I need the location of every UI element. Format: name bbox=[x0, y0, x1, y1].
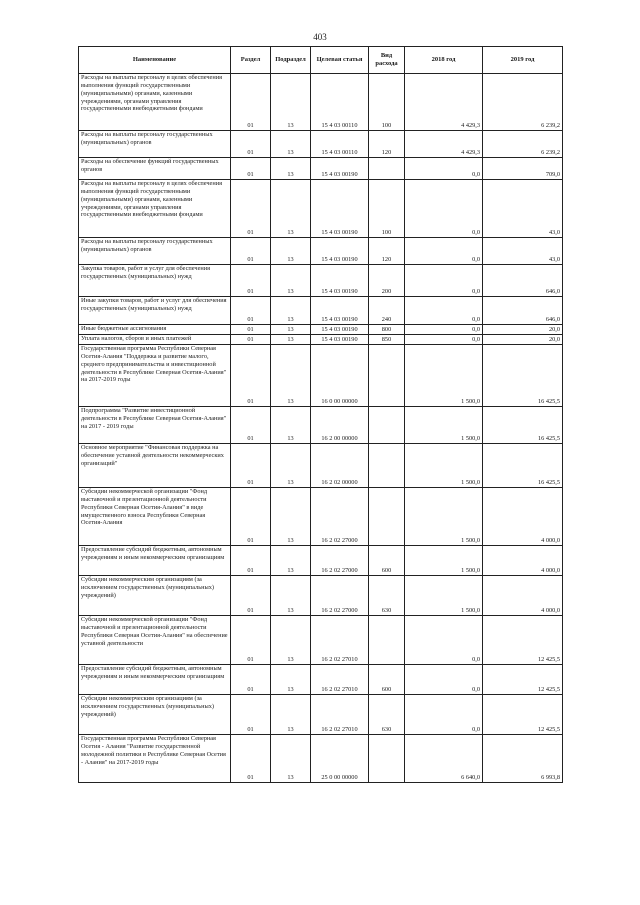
cell-vid: 630 bbox=[369, 576, 405, 616]
header-2019: 2019 год bbox=[483, 47, 563, 74]
cell-vid: 100 bbox=[369, 74, 405, 131]
cell-name: Расходы на выплаты персоналу в целях обеспечения выполнения функций государственными (муниципальными) органами, казенными учреждениями, органами управления государственными внебюджетными фондами bbox=[79, 74, 231, 131]
cell-vid bbox=[369, 345, 405, 407]
cell-name: Предоставление субсидий бюджетным, автономным учреждениям и иным некоммерческим организациям bbox=[79, 546, 231, 576]
table-row bbox=[79, 180, 563, 238]
cell-podrazdel: 13 bbox=[271, 488, 311, 546]
table-row bbox=[79, 444, 563, 488]
cell-2019: 6 993,8 bbox=[483, 735, 563, 783]
cell-name: Расходы на обеспечение функций государственных органов bbox=[79, 158, 231, 180]
cell-podrazdel: 13 bbox=[271, 695, 311, 735]
cell-statya: 16 2 02 27000 bbox=[311, 546, 369, 576]
cell-name: Иные закупки товаров, работ и услуг для обеспечения государственных (муниципальных) нужд bbox=[79, 297, 231, 325]
cell-2018: 4 429,3 bbox=[405, 74, 483, 131]
cell-2019: 4 000,0 bbox=[483, 488, 563, 546]
cell-name: Государственная программа Республики Северная Осетия - Алания "Развитие государственной молодежной политики в Республике Северная Осетия - Алания" на 2017-2019 годы bbox=[79, 735, 231, 783]
cell-podrazdel: 13 bbox=[271, 265, 311, 297]
cell-razdel: 01 bbox=[231, 265, 271, 297]
cell-2019: 709,0 bbox=[483, 158, 563, 180]
cell-vid bbox=[369, 407, 405, 444]
table-row bbox=[79, 488, 563, 546]
cell-vid: 600 bbox=[369, 665, 405, 695]
cell-statya: 15 4 03 00190 bbox=[311, 335, 369, 345]
cell-razdel: 01 bbox=[231, 576, 271, 616]
cell-podrazdel: 13 bbox=[271, 180, 311, 238]
cell-2019: 16 425,5 bbox=[483, 345, 563, 407]
cell-2018: 6 640,0 bbox=[405, 735, 483, 783]
table-row bbox=[79, 735, 563, 783]
header-razdel: Раздел bbox=[231, 47, 271, 74]
cell-podrazdel: 13 bbox=[271, 345, 311, 407]
cell-podrazdel: 13 bbox=[271, 335, 311, 345]
cell-2019: 20,0 bbox=[483, 325, 563, 335]
cell-name: Уплата налогов, сборов и иных платежей bbox=[79, 335, 231, 345]
cell-vid: 630 bbox=[369, 695, 405, 735]
cell-name: Субсидии некоммерческой организации "Фонд выставочной и презентационной деятельности Республики Северная Осетия-Алания" в виде имущественного взноса Республики Северная Осетия-Алания bbox=[79, 488, 231, 546]
cell-podrazdel: 13 bbox=[271, 297, 311, 325]
cell-2019: 20,0 bbox=[483, 335, 563, 345]
cell-vid: 200 bbox=[369, 265, 405, 297]
cell-name: Расходы на выплаты персоналу государственных (муниципальных) органов bbox=[79, 131, 231, 158]
cell-podrazdel: 13 bbox=[271, 131, 311, 158]
table-row bbox=[79, 576, 563, 616]
cell-razdel: 01 bbox=[231, 297, 271, 325]
table-row bbox=[79, 665, 563, 695]
cell-razdel: 01 bbox=[231, 325, 271, 335]
cell-podrazdel: 13 bbox=[271, 665, 311, 695]
header-vid: Вид расхода bbox=[369, 47, 405, 74]
cell-statya: 15 4 03 00110 bbox=[311, 74, 369, 131]
header-name: Наименование bbox=[79, 47, 231, 74]
cell-2019: 16 425,5 bbox=[483, 407, 563, 444]
cell-statya: 16 2 00 00000 bbox=[311, 407, 369, 444]
cell-statya: 15 4 03 00190 bbox=[311, 265, 369, 297]
cell-podrazdel: 13 bbox=[271, 158, 311, 180]
cell-razdel: 01 bbox=[231, 407, 271, 444]
cell-2018: 4 429,3 bbox=[405, 131, 483, 158]
cell-name: Субсидии некоммерческим организациям (за исключением государственных (муниципальных) учреждений) bbox=[79, 576, 231, 616]
table-row bbox=[79, 407, 563, 444]
cell-2018: 1 500,0 bbox=[405, 546, 483, 576]
cell-vid: 120 bbox=[369, 131, 405, 158]
cell-2018: 1 500,0 bbox=[405, 407, 483, 444]
cell-vid: 800 bbox=[369, 325, 405, 335]
cell-2019: 43,0 bbox=[483, 238, 563, 265]
table-row bbox=[79, 297, 563, 325]
cell-statya: 15 4 03 00190 bbox=[311, 325, 369, 335]
budget-table bbox=[78, 46, 563, 783]
cell-razdel: 01 bbox=[231, 616, 271, 665]
cell-name: Предоставление субсидий бюджетным, автономным учреждениям и иным некоммерческим организациям bbox=[79, 665, 231, 695]
cell-vid: 600 bbox=[369, 546, 405, 576]
cell-name: Субсидии некоммерческим организациям (за исключением государственных (муниципальных) учреждений) bbox=[79, 695, 231, 735]
table-row bbox=[79, 546, 563, 576]
cell-podrazdel: 13 bbox=[271, 576, 311, 616]
cell-razdel: 01 bbox=[231, 131, 271, 158]
cell-statya: 15 4 03 00190 bbox=[311, 180, 369, 238]
table-header-row bbox=[79, 47, 563, 74]
cell-2019: 646,0 bbox=[483, 297, 563, 325]
cell-2018: 0,0 bbox=[405, 158, 483, 180]
cell-podrazdel: 13 bbox=[271, 74, 311, 131]
table-row bbox=[79, 616, 563, 665]
cell-2019: 646,0 bbox=[483, 265, 563, 297]
cell-name: Основное мероприятие "Финансовая поддержка на обеспечение уставной деятельности некоммерческих организаций" bbox=[79, 444, 231, 488]
cell-vid bbox=[369, 735, 405, 783]
cell-2019: 16 425,5 bbox=[483, 444, 563, 488]
cell-razdel: 01 bbox=[231, 444, 271, 488]
header-2018: 2018 год bbox=[405, 47, 483, 74]
cell-podrazdel: 13 bbox=[271, 546, 311, 576]
cell-2019: 6 239,2 bbox=[483, 74, 563, 131]
cell-statya: 16 2 02 27010 bbox=[311, 695, 369, 735]
cell-name: Подпрограмма "Развитие инвестиционной деятельности в Республике Северная Осетия-Алания" на 2017 - 2019 годы bbox=[79, 407, 231, 444]
page-number: 403 bbox=[313, 32, 327, 42]
cell-2018: 0,0 bbox=[405, 695, 483, 735]
cell-podrazdel: 13 bbox=[271, 238, 311, 265]
cell-statya: 16 2 02 27010 bbox=[311, 616, 369, 665]
cell-vid: 100 bbox=[369, 180, 405, 238]
cell-statya: 16 2 02 27000 bbox=[311, 488, 369, 546]
cell-2018: 0,0 bbox=[405, 297, 483, 325]
cell-name: Расходы на выплаты персоналу государственных (муниципальных) органов bbox=[79, 238, 231, 265]
cell-statya: 16 2 02 00000 bbox=[311, 444, 369, 488]
cell-statya: 16 0 00 00000 bbox=[311, 345, 369, 407]
cell-statya: 15 4 03 00190 bbox=[311, 158, 369, 180]
cell-vid bbox=[369, 444, 405, 488]
cell-vid: 850 bbox=[369, 335, 405, 345]
cell-razdel: 01 bbox=[231, 180, 271, 238]
cell-2018: 1 500,0 bbox=[405, 576, 483, 616]
cell-statya: 16 2 02 27000 bbox=[311, 576, 369, 616]
table-row bbox=[79, 131, 563, 158]
cell-2018: 0,0 bbox=[405, 265, 483, 297]
cell-2018: 1 500,0 bbox=[405, 444, 483, 488]
cell-name: Государственная программа Республики Северная Осетия-Алания "Поддержка и развитие малого, среднего предпринимательства и инвестиционной деятельности в Республике Северная Осетия-Алания" на 2017-2019 годы bbox=[79, 345, 231, 407]
cell-razdel: 01 bbox=[231, 238, 271, 265]
cell-podrazdel: 13 bbox=[271, 735, 311, 783]
cell-razdel: 01 bbox=[231, 546, 271, 576]
cell-name: Субсидии некоммерческой организации "Фонд выставочной и презентационной деятельности Республики Северная Осетия-Алания" на обеспечение уставной деятельности bbox=[79, 616, 231, 665]
cell-2018: 0,0 bbox=[405, 335, 483, 345]
cell-razdel: 01 bbox=[231, 158, 271, 180]
cell-statya: 15 4 03 00190 bbox=[311, 297, 369, 325]
cell-statya: 16 2 02 27010 bbox=[311, 665, 369, 695]
cell-podrazdel: 13 bbox=[271, 444, 311, 488]
cell-2019: 6 239,2 bbox=[483, 131, 563, 158]
cell-vid: 240 bbox=[369, 297, 405, 325]
cell-2019: 4 000,0 bbox=[483, 546, 563, 576]
table-row bbox=[79, 74, 563, 131]
cell-2018: 0,0 bbox=[405, 616, 483, 665]
cell-name: Иные бюджетные ассигнования bbox=[79, 325, 231, 335]
cell-2019: 12 425,5 bbox=[483, 665, 563, 695]
cell-vid bbox=[369, 488, 405, 546]
cell-2019: 4 000,0 bbox=[483, 576, 563, 616]
cell-2019: 12 425,5 bbox=[483, 695, 563, 735]
cell-2018: 0,0 bbox=[405, 325, 483, 335]
cell-razdel: 01 bbox=[231, 488, 271, 546]
cell-2018: 0,0 bbox=[405, 665, 483, 695]
cell-razdel: 01 bbox=[231, 335, 271, 345]
cell-statya: 15 4 03 00110 bbox=[311, 131, 369, 158]
header-podrazdel: Подраздел bbox=[271, 47, 311, 74]
cell-name: Расходы на выплаты персоналу в целях обеспечения выполнения функций государственными (муниципальными) органами, казенными учреждениями, органами управления государственными внебюджетными фондами bbox=[79, 180, 231, 238]
table-row bbox=[79, 325, 563, 335]
cell-2018: 0,0 bbox=[405, 180, 483, 238]
cell-statya: 25 0 00 00000 bbox=[311, 735, 369, 783]
cell-razdel: 01 bbox=[231, 695, 271, 735]
cell-2018: 1 500,0 bbox=[405, 488, 483, 546]
cell-vid: 120 bbox=[369, 238, 405, 265]
cell-vid bbox=[369, 616, 405, 665]
cell-razdel: 01 bbox=[231, 74, 271, 131]
cell-podrazdel: 13 bbox=[271, 325, 311, 335]
cell-2019: 43,0 bbox=[483, 180, 563, 238]
cell-2018: 0,0 bbox=[405, 238, 483, 265]
cell-razdel: 01 bbox=[231, 665, 271, 695]
table-row bbox=[79, 335, 563, 345]
cell-podrazdel: 13 bbox=[271, 407, 311, 444]
cell-statya: 15 4 03 00190 bbox=[311, 238, 369, 265]
cell-2019: 12 425,5 bbox=[483, 616, 563, 665]
table-row bbox=[79, 158, 563, 180]
cell-razdel: 01 bbox=[231, 735, 271, 783]
cell-vid bbox=[369, 158, 405, 180]
table-row bbox=[79, 265, 563, 297]
cell-name: Закупка товаров, работ и услуг для обеспечения государственных (муниципальных) нужд bbox=[79, 265, 231, 297]
cell-podrazdel: 13 bbox=[271, 616, 311, 665]
table-row bbox=[79, 238, 563, 265]
header-statya: Целевая статья bbox=[311, 47, 369, 74]
cell-razdel: 01 bbox=[231, 345, 271, 407]
table-row bbox=[79, 695, 563, 735]
table-body bbox=[79, 74, 563, 783]
cell-2018: 1 500,0 bbox=[405, 345, 483, 407]
table-row bbox=[79, 345, 563, 407]
